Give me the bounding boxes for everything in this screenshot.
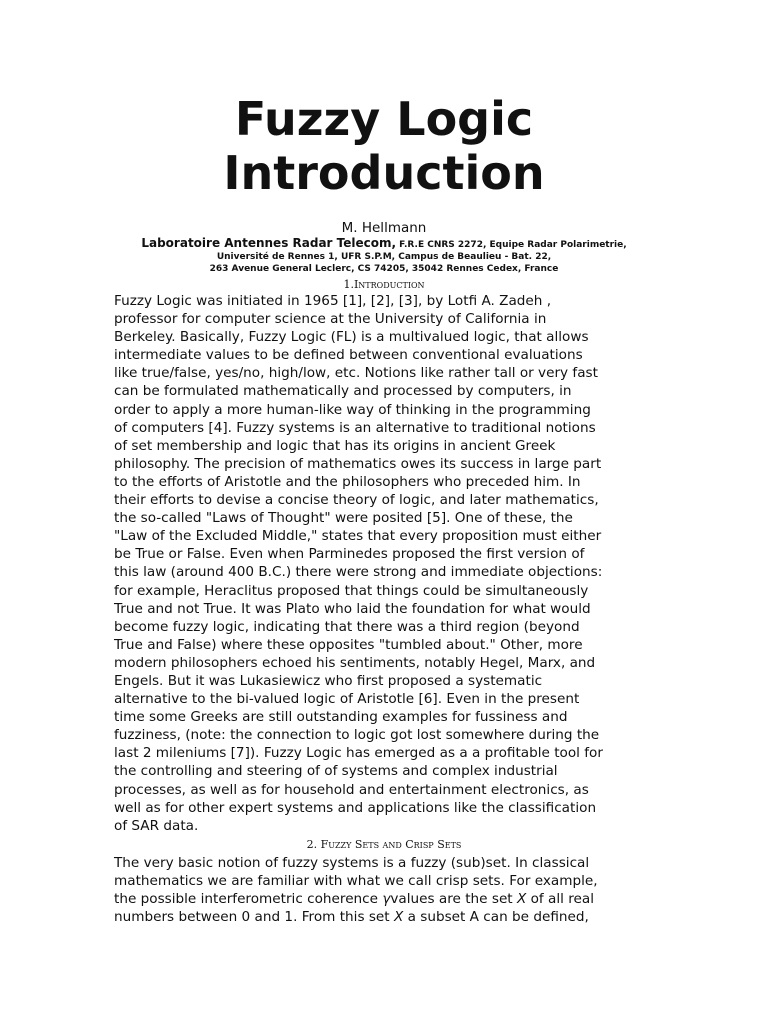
gamma-symbol: γ: [382, 891, 391, 908]
author-name: M. Hellmann: [341, 220, 427, 236]
paragraph-line: True and not True. It was Plato who laid the foundation for what would: [114, 600, 591, 617]
paragraph-line: last 2 mileniums [7]). Fuzzy Logic has emerged as a a profitable tool for: [114, 745, 603, 762]
paragraph-line: alternative to the bi-valued logic of Aristotle [6]. Even in the present: [114, 691, 580, 708]
lab-details: F.R.E CNRS 2272, Equipe Radar Polarimetrie,: [396, 240, 627, 250]
paragraph-line: the controlling and steering of of systems and complex industrial: [114, 763, 558, 780]
paragraph-line: to the efforts of Aristotle and the philosophers who preceded him. In: [114, 473, 581, 490]
paragraph-line: professor for computer science at the University of California in: [114, 311, 547, 328]
affiliation-line: Université de Rennes 1, UFR S.P.M, Campus de Beaulieu - Bat. 22,: [216, 252, 552, 262]
paragraph-line: for example, Heraclitus proposed that things could be simultaneously: [114, 582, 589, 599]
affiliation: [0, 237, 768, 275]
paragraph-line: be True or False. Even when Parminedes proposed the first version of: [114, 546, 585, 563]
paragraph-line: this law (around 400 B.C.) there were strong and immediate objections:: [114, 564, 603, 581]
affiliation-line: [0, 237, 768, 251]
affiliation-line: 263 Avenue General Leclerc, CS 74205, 35042 Rennes Cedex, France: [209, 264, 559, 274]
text-run: values are the set: [390, 891, 517, 908]
section-heading-introduction: 1.Introduction: [343, 278, 425, 291]
introduction-paragraph: [114, 292, 603, 835]
set-symbol-x: X: [516, 891, 527, 908]
section-heading-fuzzy-sets: 2. Fuzzy Sets and Crisp Sets: [306, 838, 462, 851]
set-symbol-x: X: [393, 909, 404, 926]
text-run: numbers between 0 and 1. From this set: [114, 909, 394, 926]
paragraph-line: well as for other expert systems and applications like the classification: [114, 799, 597, 816]
paragraph-line: the so-called "Laws of Thought" were posited [5]. One of these, the: [114, 510, 573, 527]
paragraph-line: philosophy. The precision of mathematics owes its success in large part: [114, 455, 602, 472]
paragraph-line: like true/false, yes/no, high/low, etc. Notions like rather tall or very fast: [114, 365, 598, 382]
text-run: the possible interferometric coherence: [114, 891, 383, 908]
text-run: of all real: [526, 891, 595, 908]
paragraph-line: [114, 890, 598, 908]
paragraph-line: True and False) where these opposites "tumbled about." Other, more: [114, 636, 583, 653]
lab-name: Laboratoire Antennes Radar Telecom,: [141, 236, 397, 250]
paragraph-line: modern philosophers echoed his sentiments, notably Hegel, Marx, and: [114, 654, 596, 671]
document-title: [0, 92, 768, 200]
paragraph-line: processes, as well as for household and entertainment electronics, as: [114, 781, 589, 798]
paragraph-line: become fuzzy logic, indicating that there was a third region (beyond: [114, 618, 580, 635]
paragraph-line: order to apply a more human-like way of thinking in the programming: [114, 401, 591, 418]
paragraph-line: Fuzzy Logic was initiated in 1965 [1], [2], [3], by Lotfi A. Zadeh ,: [114, 293, 552, 309]
paragraph-line: can be formulated mathematically and processed by computers, in: [114, 383, 572, 400]
paragraph-line: mathematics we are familiar with what we call crisp sets. For example,: [114, 873, 598, 890]
paragraph-line: [114, 908, 598, 926]
title-line: Introduction: [223, 146, 545, 200]
paragraph-line: of SAR data.: [114, 817, 199, 834]
paragraph-line: time some Greeks are still outstanding examples for fussiness and: [114, 709, 568, 726]
text-run: a subset A can be defined,: [403, 909, 589, 926]
paragraph-line: of computers [4]. Fuzzy systems is an alternative to traditional notions: [114, 419, 596, 436]
paragraph-line: The very basic notion of fuzzy systems is a fuzzy (sub)set. In classical: [114, 855, 590, 871]
paragraph-line: Engels. But it was Lukasiewicz who first proposed a systematic: [114, 672, 543, 689]
paragraph-line: fuzziness, (note: the connection to logic got lost somewhere during the: [114, 727, 600, 744]
fuzzy-sets-paragraph: [114, 854, 598, 926]
title-line: Fuzzy Logic: [234, 92, 534, 146]
paragraph-line: their efforts to devise a concise theory of logic, and later mathematics,: [114, 492, 599, 509]
paragraph-line: Berkeley. Basically, Fuzzy Logic (FL) is a multivalued logic, that allows: [114, 329, 589, 346]
paragraph-line: intermediate values to be defined between conventional evaluations: [114, 347, 583, 364]
paragraph-line: "Law of the Excluded Middle," states that every proposition must either: [114, 528, 602, 545]
paragraph-line: of set membership and logic that has its origins in ancient Greek: [114, 437, 556, 454]
